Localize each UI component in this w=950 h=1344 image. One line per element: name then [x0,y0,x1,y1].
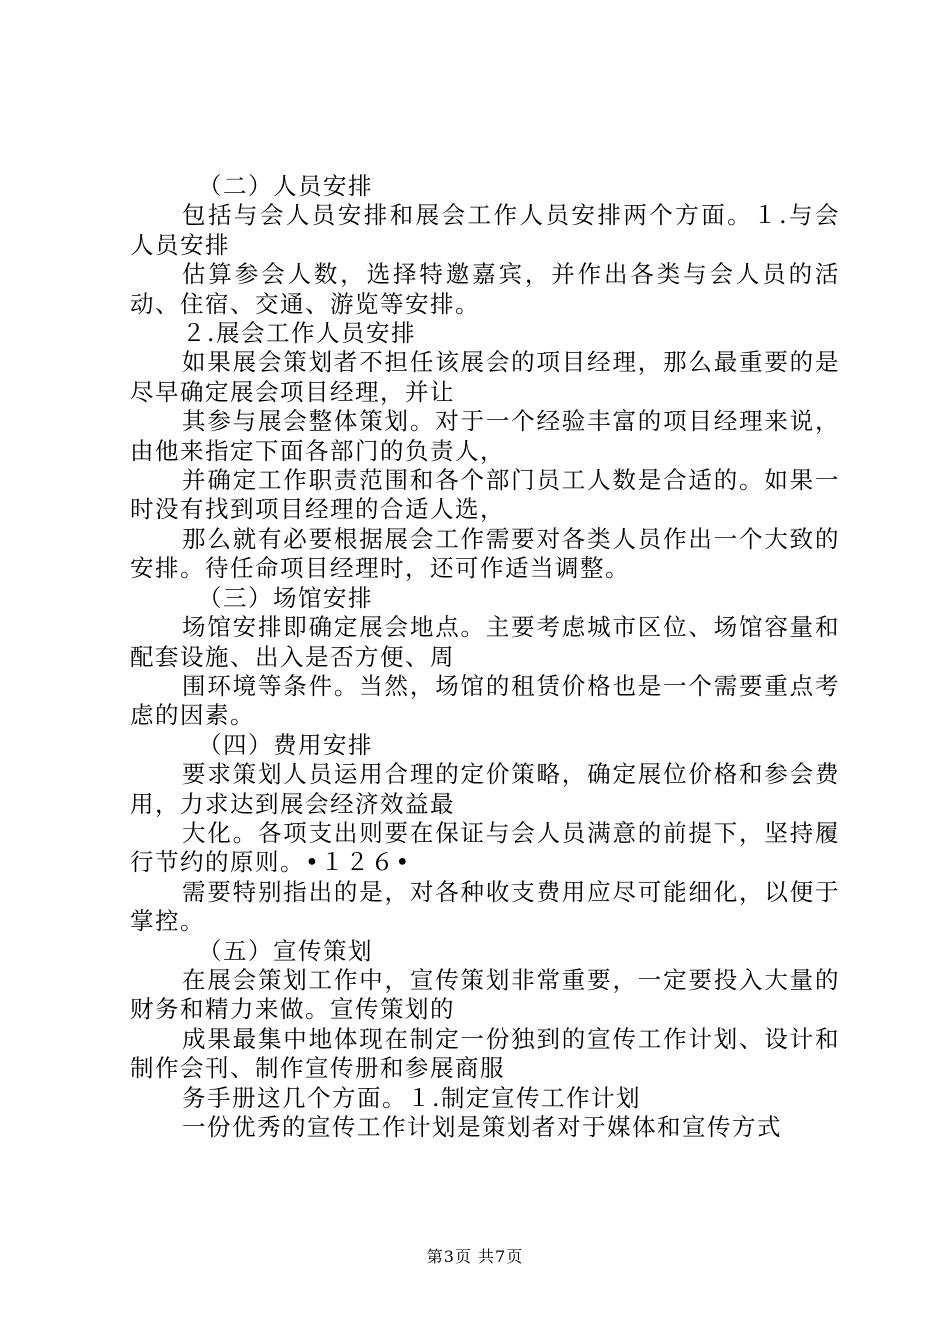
paragraph: 那么就有必要根据展会工作需要对各类人员作出一个大致的安排。待任命项目经理时，还可作适当调整。 [130,524,840,583]
paragraph: 要求策划人员运用合理的定价策略，确定展位价格和参会费用，力求达到展会经济效益最 [130,760,840,818]
section-heading-costs: （四）费用安排 [198,730,373,759]
paragraph: 估算参会人数，选择特邀嘉宾，并作出各类与会人员的活动、住宿、交通、游览等安排。 [130,260,840,318]
paragraph: 成果最集中地体现在制定一份独到的宣传工作计划、设计和制作会刊、制作宣传册和参展商服 [130,1024,840,1083]
paragraph: 如果展会策划者不担任该展会的项目经理，那么最重要的是尽早确定展会项目经理，并让 [130,348,840,406]
paragraph: 包括与会人员安排和展会工作人员安排两个方面。１.与会人员安排 [130,201,840,259]
paragraph: 需要特别指出的是，对各种收支费用应尽可能细化，以便于掌控。 [130,877,840,936]
section-heading-publicity: （五）宣传策划 [198,936,373,965]
paragraph: 大化。各项支出则要在保证与会人员满意的前提下，坚持履行节约的原则。•１２６• [130,818,840,877]
paragraph: 一份优秀的宣传工作计划是策划者对于媒体和宣传方式 [182,1113,782,1141]
paragraph: 其参与展会整体策划。对于一个经验丰富的项目经理来说，由他来指定下面各部门的负责人， [130,407,840,465]
page-footer [0,1244,950,1267]
body-text [130,172,840,1142]
section-heading-venue: （三）场馆安排 [198,583,373,612]
paragraph: 场馆安排即确定展会地点。主要考虑城市区位、场馆容量和配套设施、出入是否方便、周 [130,613,840,671]
paragraph: 在展会策划工作中，宣传策划非常重要，一定要投入大量的财务和精力来做。宣传策划的 [130,965,840,1024]
page-number: 第3页 共7页 [426,1247,524,1266]
paragraph: 务手册这几个方面。１.制定宣传工作计划 [182,1083,641,1112]
paragraph: 围环境等条件。当然，场馆的租赁价格也是一个需要重点考虑的因素。 [130,671,840,730]
section-heading-personnel: （二）人员安排 [198,172,373,200]
paragraph: ２.展会工作人员安排 [182,319,416,348]
paragraph: 并确定工作职责范围和各个部门员工人数是合适的。如果一时没有找到项目经理的合适人选， [130,466,840,524]
